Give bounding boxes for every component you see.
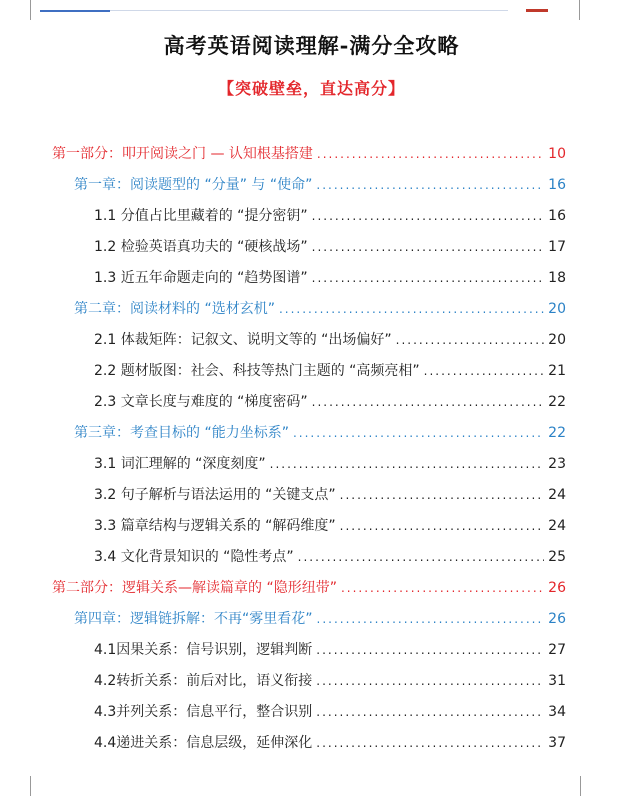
toc-leader-dots (424, 359, 545, 383)
toc-entry-section[interactable] (94, 452, 566, 476)
crop-mark-top-right (579, 0, 581, 20)
toc-entry-label: 3.1 词汇理解的 “深度刻度” (94, 456, 266, 472)
toc-entry-label: 4.3并列关系：信息平行，整合识别 (94, 704, 313, 720)
toc-page-number: 17 (548, 239, 566, 255)
toc-entry-label: 1.3 近五年命题走向的 “趋势图谱” (94, 270, 308, 286)
toc-leader-dots (317, 607, 545, 631)
toc-leader-dots (316, 173, 544, 197)
toc-page-number: 16 (548, 177, 566, 193)
toc-entry-section[interactable] (94, 266, 566, 290)
toc-entry-section[interactable] (94, 359, 566, 383)
toc-leader-dots (312, 204, 545, 228)
toc-leader-dots (279, 297, 544, 321)
toc-entry-label: 第四章：逻辑链拆解：不再“雾里看花” (74, 611, 313, 627)
toc-entry-section[interactable] (94, 390, 566, 414)
header-rule-marker (526, 9, 548, 12)
toc-entry-section[interactable] (94, 328, 566, 352)
toc-page-number: 21 (548, 363, 566, 379)
toc-entry-label: 1.2 检验英语真功夫的 “硬核战场” (94, 239, 308, 255)
header-rule (110, 10, 508, 11)
toc-page-number: 27 (548, 642, 566, 658)
toc-entry-section[interactable] (94, 514, 566, 538)
toc-entry-label: 2.1 体裁矩阵：记叙文、说明文等的 “出场偏好” (94, 332, 392, 348)
toc-entry-label: 3.4 文化背景知识的 “隐性考点” (94, 549, 294, 565)
toc-leader-dots (340, 483, 545, 507)
toc-entry-label: 第一章：阅读题型的 “分量” 与 “使命” (74, 177, 313, 193)
toc-leader-dots (396, 328, 545, 352)
toc-page-number: 20 (548, 301, 566, 317)
toc-entry-section[interactable] (94, 638, 566, 662)
toc-page-number: 16 (548, 208, 566, 224)
toc-entry-chapter[interactable] (74, 421, 566, 445)
toc-leader-dots (312, 266, 545, 290)
toc-entry-chapter[interactable] (74, 297, 566, 321)
crop-mark-bottom-right (560, 776, 581, 796)
toc-leader-dots (312, 235, 545, 259)
toc-entry-chapter[interactable] (74, 607, 566, 631)
toc-page-number: 31 (548, 673, 566, 689)
toc-leader-dots (312, 390, 545, 414)
toc-leader-dots (341, 576, 544, 600)
toc-entry-label: 第一部分：叩开阅读之门 — 认知根基搭建 (52, 146, 313, 162)
toc-entry-chapter[interactable] (74, 173, 566, 197)
toc-entry-label: 3.2 句子解析与语法运用的 “关键支点” (94, 487, 336, 503)
toc-page-number: 10 (548, 146, 566, 162)
toc-entry-label: 2.3 文章长度与难度的 “梯度密码” (94, 394, 308, 410)
toc-leader-dots (298, 545, 545, 569)
toc-entry-section[interactable] (94, 204, 566, 228)
toc-leader-dots (293, 421, 544, 445)
toc-entry-label: 2.2 题材版图：社会、科技等热门主题的 “高频亮相” (94, 363, 420, 379)
toc-leader-dots (340, 514, 545, 538)
toc-entry-section[interactable] (94, 545, 566, 569)
toc-entry-label: 1.1 分值占比里藏着的 “提分密钥” (94, 208, 308, 224)
toc-page-number: 26 (548, 580, 566, 596)
toc-entry-label: 第三章：考查目标的 “能力坐标系” (74, 425, 289, 441)
toc-entry-part[interactable] (52, 576, 566, 600)
toc-page-number: 24 (548, 518, 566, 534)
toc-entry-section[interactable] (94, 235, 566, 259)
toc-entry-label: 第二章：阅读材料的 “选材玄机” (74, 301, 275, 317)
toc-leader-dots (316, 669, 544, 693)
toc-page-number: 22 (548, 425, 566, 441)
crop-mark-bottom-left (30, 776, 51, 796)
toc-entry-part[interactable] (52, 142, 566, 166)
toc-page-number: 22 (548, 394, 566, 410)
toc-page-number: 23 (548, 456, 566, 472)
toc-leader-dots (316, 638, 544, 662)
document-subtitle: 【突破壁垒，直达高分】 (217, 79, 405, 98)
toc-leader-dots (270, 452, 545, 476)
toc-leader-dots (317, 142, 544, 166)
toc-page-number: 37 (548, 735, 566, 751)
toc-entry-label: 4.4递进关系：信息层级，延伸深化 (94, 735, 313, 751)
toc-entry-label: 4.2转折关系：前后对比，语义衔接 (94, 673, 313, 689)
toc-leader-dots (316, 731, 544, 755)
toc-page-number: 25 (548, 549, 566, 565)
document-title: 高考英语阅读理解-满分全攻略 (163, 33, 460, 58)
crop-mark-top-left (30, 0, 32, 20)
toc-page-number: 20 (548, 332, 566, 348)
toc-entry-label: 4.1因果关系：信号识别，逻辑判断 (94, 642, 313, 658)
toc-leader-dots (316, 700, 544, 724)
toc-entry-section[interactable] (94, 731, 566, 755)
toc-page-number: 24 (548, 487, 566, 503)
toc-page-number: 26 (548, 611, 566, 627)
toc-entry-label: 3.3 篇章结构与逻辑关系的 “解码维度” (94, 518, 336, 534)
toc-entry-section[interactable] (94, 700, 566, 724)
toc-page-number: 34 (548, 704, 566, 720)
toc-entry-label: 第二部分：逻辑关系—解读篇章的 “隐形纽带” (52, 580, 337, 596)
toc-entry-section[interactable] (94, 483, 566, 507)
toc-page-number: 18 (548, 270, 566, 286)
header-rule-accent (40, 10, 110, 12)
toc-entry-section[interactable] (94, 669, 566, 693)
